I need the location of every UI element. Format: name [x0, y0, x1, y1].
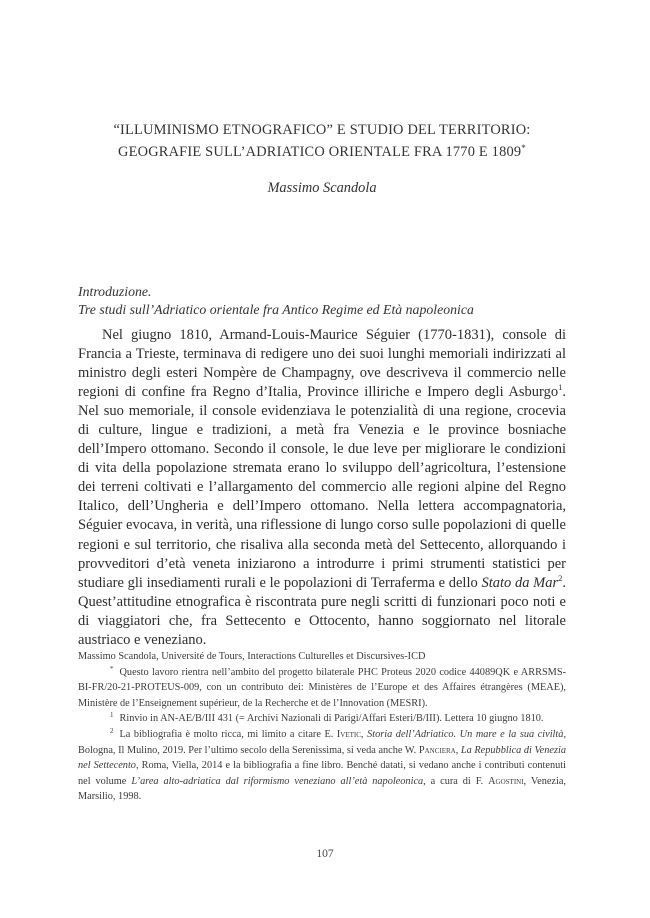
footnotes: [78, 649, 566, 805]
footnote-star-mark: *: [110, 664, 114, 673]
footnote-2-text-e: , Roma, Viella, 2014 e la bibliografia a fine libro. Benché datati, si vedano anche i contributi contenuti nel volume: [78, 760, 566, 787]
footnote-1-text: Rinvio in AN-AE/B/III 431 (= Archivi Nazionali di Parigi/Affari Esteri/B/III). Lettera 10 giugno 1810.: [119, 713, 544, 725]
footnote-1-mark: 1: [110, 711, 114, 720]
section-heading: [78, 283, 566, 319]
section-title: Introduzione.: [78, 284, 152, 299]
title-footnote-mark: *: [521, 143, 526, 153]
footnote-2-author-3: Agostini: [488, 775, 524, 787]
page-number: 107: [316, 848, 334, 860]
footnote-2-text-b: ,: [360, 728, 368, 740]
body-text: [78, 326, 566, 650]
footnote-2-text-a: La bibliografia è molto ricca, mi limito a citare E.: [119, 728, 337, 740]
footnote-2-text-c: , Bologna, Il Mulino, 2019. Per l’ultimo secolo della Serenissima, si veda anche W.: [78, 728, 567, 756]
paragraph-part-2: . Nel suo memoriale, il console evidenziava le potenzialità di una regione, crocevia di culture, lingue e tradizioni, a metà fra Venezia e le province bosniache dell’Impero ottomano. Secondo il console, le due leve per migliorare le condizioni di vita della popolazione stremata erano lo sviluppo dell’agricoltura, l’estensione dei terreni coltivati e l’allargamento del commercio alle regioni alpine del Regno Italico, dell’Ungheria e dell’Impero ottomano. Nella lettera accompagnatoria, Séguier evocava, in verità, una riflessione di lungo corso sulle popolazioni di quelle regioni e sul territorio, che risaliva alla seconda metà del Settecento, allorquando i provveditori d’età veneta iniziarono a introdurre i primi strumenti statistici per studiare gli insediamenti rurali e le popolazioni di Terraferma e dello: [78, 384, 566, 591]
article-author: Massimo Scandola: [267, 180, 377, 196]
footnote-star: [78, 665, 566, 712]
paragraph-italic-term: Stato da Mar: [481, 574, 559, 591]
paragraph-part-3: . Quest’attitudine etnografica è riscontrata pure negli scritti di funzionari poco noti e di viaggiatori che, fra Settecento e Ottocento, hanno soggiornato nel litorale austriaco e veneziano.: [78, 574, 566, 648]
footnote-2-author-1: Ivetic: [336, 728, 361, 740]
footnote-2-title-3: L’area alto-adriatica dal riformismo veneziano all’età napoleonica: [131, 775, 424, 787]
title-line-2-text: GEOGRAFIE SULL’ADRIATICO ORIENTALE FRA 1770 E 1809: [118, 144, 522, 160]
footnote-2-text-d: ,: [455, 744, 461, 756]
footnote-2-author-2: Panciera: [418, 744, 456, 756]
footnote-ref-2: 2: [558, 572, 563, 583]
title-line-1: “ILLUMINISMO ETNOGRAFICO” E STUDIO DEL TERRITORIO:: [113, 122, 531, 138]
footnote-2-mark: 2: [110, 726, 114, 735]
article-title: [78, 121, 566, 161]
paragraph-part-1: Nel giugno 1810, Armand-Louis-Maurice Séguier (1770-1831), console di Francia a Trieste, terminava di redigere uno dei suoi lunghi memoriali indirizzati al ministro degli esteri Nompère de Champagny, ove descriveva il commercio nelle regioni di confine fra Regno d’Italia, Province illiriche e Impero degli Asburgo: [78, 327, 566, 401]
author-affiliation: Massimo Scandola, Université de Tours, Interactions Culturelles et Discursives-ICD: [78, 651, 426, 662]
footnote-2-title-2: La Repubblica di Venezia nel Settecento: [78, 744, 566, 772]
footnote-star-text: Questo lavoro rientra nell’ambito del progetto bilaterale PHC Proteus 2020 codice 44089QK e ARRSMS-BI-FR/20-21-PROTEUS-009, con un contributo dei: Ministères de l’Europe et des Affaires étrangères (MEAE), Ministère de l’Enseignement supérieur, de la Recherche et de l’Innovation (MESRI).: [78, 666, 566, 709]
footnote-2: [78, 727, 566, 805]
footnote-2-text-f: , a cura di F.: [423, 775, 489, 787]
footnote-2-text-g: , Venezia, Marsilio, 1998.: [78, 775, 567, 803]
title-line-2: [78, 139, 566, 161]
section-subtitle: Tre studi sull’Adriatico orientale fra Antico Regime ed Età napoleonica: [78, 302, 474, 317]
footnote-2-title-1: Storia dell’Adriatico. Un mare e la sua civiltà: [367, 728, 564, 740]
footnote-1: [78, 711, 566, 727]
body-paragraph: [78, 326, 566, 650]
footnote-ref-1: 1: [558, 382, 563, 393]
